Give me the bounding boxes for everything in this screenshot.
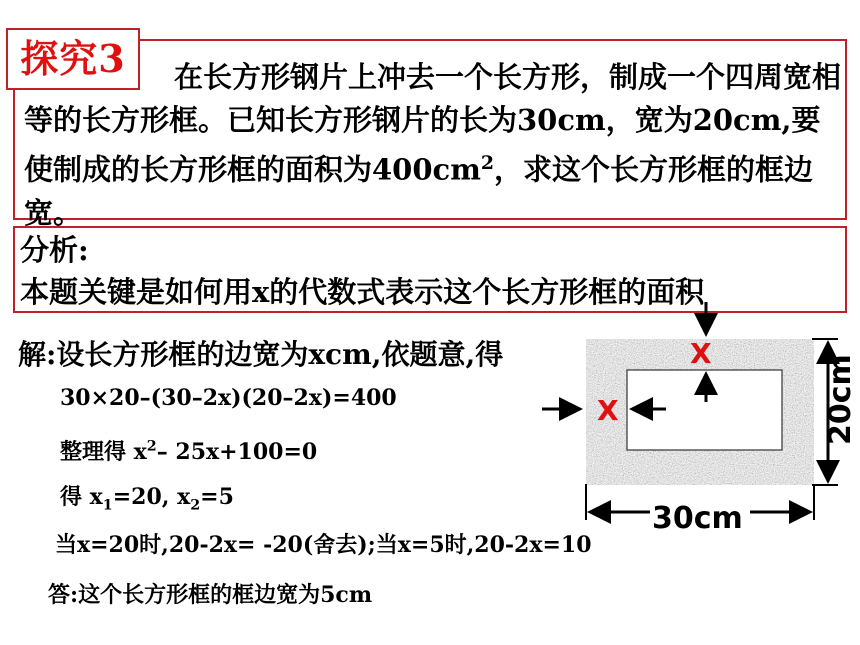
equation-2-prefix: 整理得 x — [60, 439, 147, 465]
width-label: 30cm — [652, 501, 743, 536]
analysis-body: 本题关键是如何用x的代数式表示这个长方形框的面积 — [20, 275, 705, 309]
title-badge: 探究3 — [6, 28, 140, 90]
equation-1: 30×20–(30–2x)(20–2x)=400 — [60, 385, 397, 411]
answer-line: 答:这个长方形框的框边宽为5cm — [48, 582, 373, 608]
problem-text-main: 在长方形钢片上冲去一个长方形，制成一个四周宽相等的长方形框。已知长方形钢片的长为30cm，宽为20cm,要使制成的长方形框的面积为400cm — [24, 60, 842, 187]
equation-3-c: =5 — [200, 484, 234, 510]
equation-3-sub2: 2 — [190, 497, 201, 514]
equation-3-a: 得 x — [60, 484, 103, 510]
analysis-heading: 分析: — [20, 233, 89, 267]
height-label: 20cm — [823, 354, 858, 445]
equation-2-suffix: – 25x+100=0 — [156, 439, 318, 465]
equation-3-b: =20, x — [112, 484, 191, 510]
equation-4: 当x=20时,20-2x= -20(舍去);当x=5时,20-2x=10 — [55, 532, 592, 558]
solution-intro: 解:设长方形框的边宽为xcm,依题意,得 — [18, 338, 504, 371]
problem-text-end: ，求这个长方形框的框边宽。 — [24, 152, 814, 230]
equation-3-sub1: 1 — [102, 497, 113, 514]
x-label-top: X — [690, 337, 712, 370]
x-label-left: X — [597, 394, 619, 427]
problem-text-sup: 2 — [480, 152, 495, 174]
equation-2-sup: 2 — [146, 438, 157, 455]
